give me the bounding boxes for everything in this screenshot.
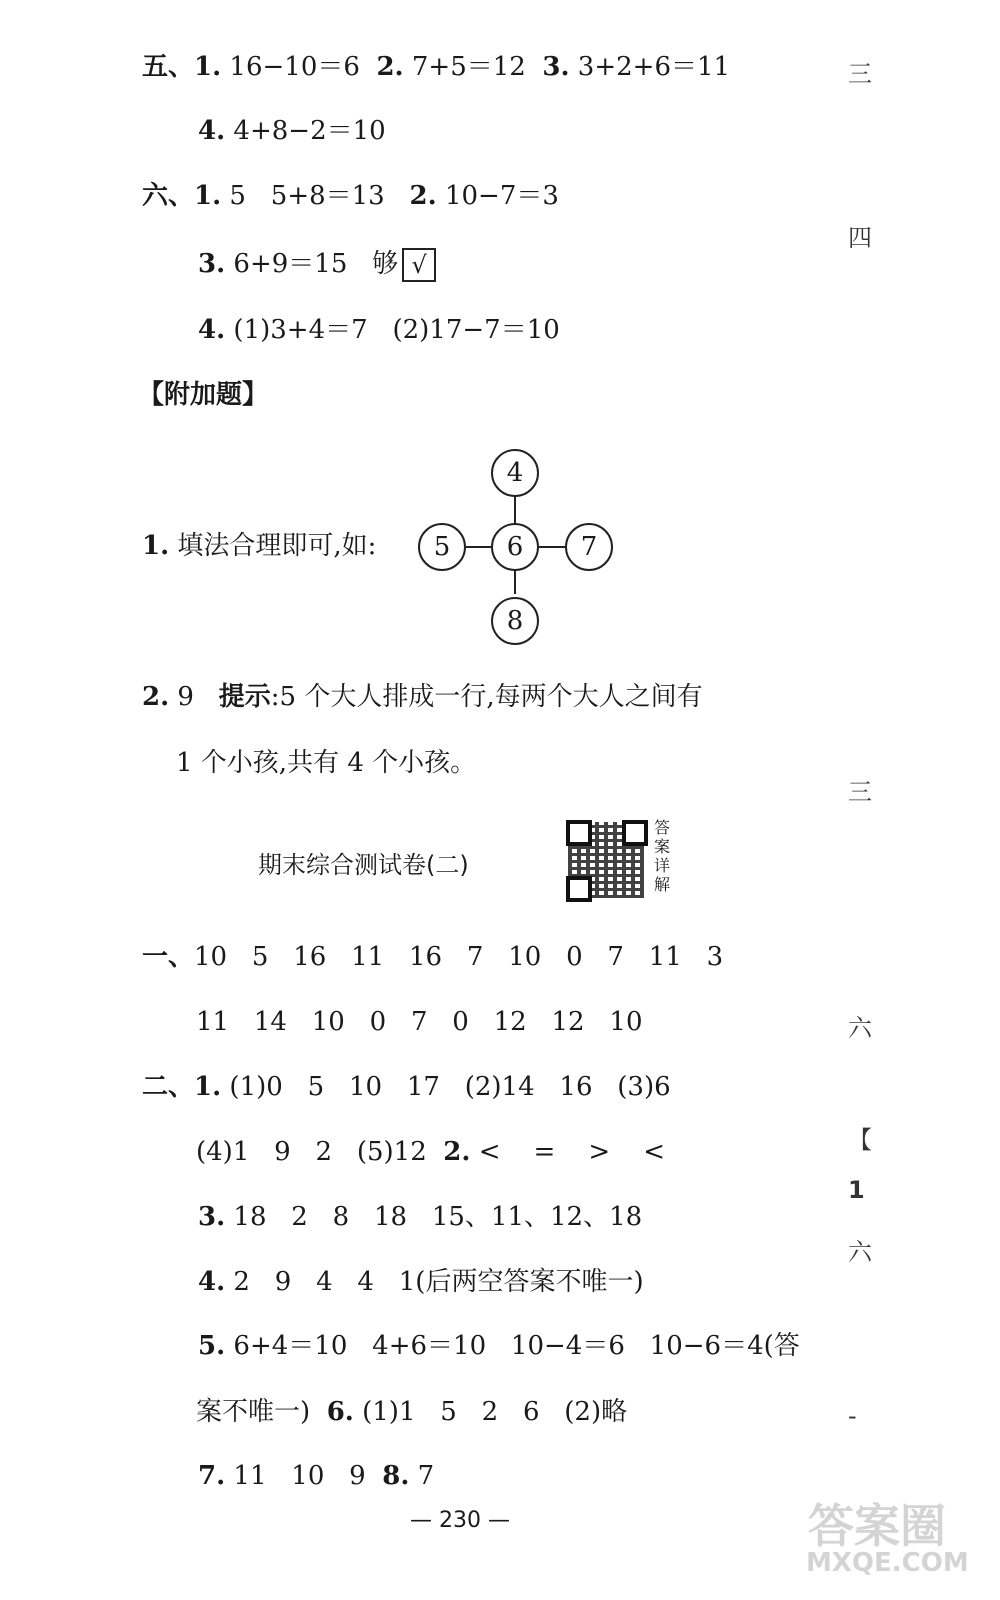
edge-glyph: 三: [848, 778, 872, 806]
item-text: 3+2+6＝11: [569, 52, 731, 82]
item-text: (4)1 9 2 (5)12: [196, 1137, 444, 1167]
cross-circle-top: 4: [491, 449, 539, 497]
exam-title: 期末综合测试卷(二): [258, 851, 469, 879]
item-text: 16−10＝6: [221, 52, 369, 82]
item-num: 4.: [198, 1267, 226, 1297]
item-text: 6+9＝15 够: [225, 249, 399, 279]
item-text: 填法合理即可,如:: [169, 531, 377, 561]
hint-label: 提示: [218, 682, 271, 712]
part6-line3: [198, 315, 560, 345]
section-label: 六、: [142, 181, 195, 211]
item-text: 4+8−2＝10: [225, 116, 386, 146]
item-text: 10−7＝3: [436, 181, 559, 211]
exam2-part1-line2: 11 14 10 0 7 0 12 12 10: [196, 1007, 643, 1037]
extra-heading: 【附加题】: [138, 380, 269, 410]
exam2-part1-line1: [142, 942, 723, 972]
edge-glyph: 六: [848, 1238, 872, 1266]
item-text: 18 2 8 18 15、11、12、18: [225, 1202, 643, 1232]
item-text: 5 5+8＝13: [221, 181, 393, 211]
edge-glyph: 1: [848, 1176, 865, 1204]
item-text: < = > <: [470, 1137, 666, 1167]
part5-line2: [198, 116, 386, 146]
hint-text: :5 个大人排成一行,每两个大人之间有: [270, 682, 703, 712]
part5-line1: [142, 52, 730, 82]
qr-label: 答案详解: [653, 818, 670, 894]
edge-glyph: 三: [848, 60, 872, 88]
item-num: 2.: [142, 682, 170, 712]
cross-circle-right: 7: [565, 523, 613, 571]
item-num: 3.: [198, 1202, 226, 1232]
edge-glyph: -: [848, 1402, 857, 1430]
qr-finder: [566, 820, 592, 846]
part6-line2: [198, 248, 436, 282]
item-num: 1.: [142, 531, 170, 561]
item-num: 6.: [326, 1397, 354, 1427]
item-num: 2.: [376, 52, 404, 82]
exam2-part2-line5: [198, 1331, 800, 1361]
item-num: 3.: [542, 52, 570, 82]
item-num: 4.: [198, 315, 226, 345]
edge-glyph: 六: [848, 1014, 872, 1042]
exam2-part2-line3: [198, 1202, 642, 1232]
cross-circle-left: 5: [418, 523, 466, 571]
item-num: 8.: [382, 1461, 410, 1491]
item-text: 2 9 4 4 1(后两空答案不唯一): [225, 1267, 644, 1297]
item-num: 1.: [194, 52, 222, 82]
cross-circle-bottom: 8: [491, 597, 539, 645]
exam2-part2-line7: [198, 1461, 434, 1491]
item-num: 2.: [409, 181, 437, 211]
item-num: 2.: [443, 1137, 471, 1167]
exam2-part2-line4: [198, 1267, 644, 1297]
extra-q2-line2: 1 个小孩,共有 4 个小孩。: [176, 748, 477, 778]
item-text: (1)0 5 10 17 (2)14 16 (3)6: [221, 1072, 671, 1102]
watermark-url: MXQE.COM: [806, 1548, 969, 1578]
edge-glyph: 【: [848, 1126, 872, 1154]
section-label: 五、: [142, 52, 195, 82]
item-text: (1)1 5 2 6 (2)略: [353, 1397, 628, 1427]
extra-q1: [142, 531, 376, 561]
item-text: 案不唯一): [196, 1397, 327, 1427]
item-num: 3.: [198, 249, 226, 279]
edge-glyph: 四: [848, 224, 872, 252]
item-num: 7.: [198, 1461, 226, 1491]
part6-line1: [142, 181, 559, 211]
checkmark-box: √: [402, 248, 436, 282]
qr-finder: [622, 820, 648, 846]
item-num: 5.: [198, 1331, 226, 1361]
item-text: 9: [169, 682, 219, 712]
item-num: 1.: [194, 1072, 222, 1102]
item-text: (1)3+4＝7 (2)17−7＝10: [225, 315, 560, 345]
item-text: 7: [409, 1461, 435, 1491]
item-text: 11 10 9: [225, 1461, 383, 1491]
item-text: 10 5 16 11 16 7 10 0 7 11 3: [194, 942, 724, 972]
exam2-part2-line2: [196, 1137, 665, 1167]
section-label: 一、: [142, 942, 195, 972]
cross-circle-center: 6: [491, 523, 539, 571]
page-number: — 230 —: [410, 1508, 510, 1533]
qr-finder: [566, 876, 592, 902]
exam2-part2-line1: [142, 1072, 671, 1102]
exam2-part2-line6: [196, 1397, 627, 1427]
section-label: 二、: [142, 1072, 195, 1102]
item-num: 4.: [198, 116, 226, 146]
extra-q2-line1: [142, 682, 703, 712]
item-text: 6+4＝10 4+6＝10 10−4＝6 10−6＝4(答: [225, 1331, 800, 1361]
item-num: 1.: [194, 181, 222, 211]
watermark-logo: 答案圈: [808, 1499, 946, 1553]
item-text: 7+5＝12: [403, 52, 535, 82]
